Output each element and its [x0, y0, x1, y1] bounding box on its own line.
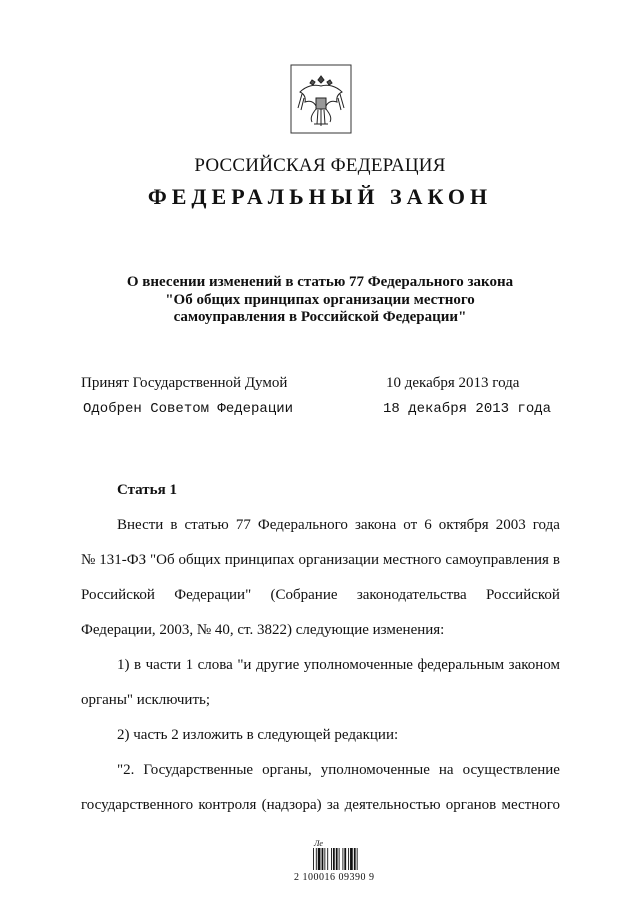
- barcode-bar: [324, 848, 325, 870]
- barcode-bar: [350, 848, 353, 870]
- article-text-line: Федерации, 2003, № 40, ст. 3822) следующие изменения:: [81, 622, 445, 638]
- barcode-bar: [357, 848, 358, 870]
- council-approval-label: Одобрен Советом Федерации: [83, 401, 294, 417]
- barcode-bar: [354, 848, 356, 870]
- barcode-bar: [342, 848, 343, 870]
- barcode-bar: [348, 848, 349, 870]
- article-text-line: 1) в части 1 слова "и другие уполномоченные федеральным законом: [117, 657, 560, 673]
- council-approval-date: 18 декабря 2013 года: [383, 401, 552, 417]
- law-title: [0, 274, 640, 327]
- country-name: РОССИЙСКАЯ ФЕДЕРАЦИЯ: [194, 155, 446, 176]
- article-text-line: 2) часть 2 изложить в следующей редакции:: [117, 727, 399, 743]
- barcode-bar: [327, 848, 328, 870]
- duma-adoption-label: Принят Государственной Думой: [81, 375, 288, 391]
- law-title-line: "Об общих принципах организации местного: [165, 291, 475, 308]
- article-text-line: Внести в статью 77 Федерального закона от 6 октября 2003 года: [117, 517, 560, 533]
- law-title-line: самоуправления в Российской Федерации": [173, 309, 467, 325]
- barcode-bar: [331, 848, 332, 870]
- article-text-line: государственного контроля (надзора) за деятельностью органов местного: [81, 797, 560, 813]
- article-text-line: "2. Государственные органы, уполномоченные на осуществление: [117, 762, 560, 778]
- duma-adoption-date: 10 декабря 2013 года: [386, 375, 520, 391]
- barcode-bar: [336, 848, 338, 870]
- coat-of-arms-emblem: [290, 64, 352, 134]
- barcode-bar: [313, 848, 314, 870]
- barcode-bar: [344, 848, 346, 870]
- article-text-line: № 131-ФЗ "Об общих принципах организации местного самоуправления в: [81, 552, 560, 568]
- barcode-bar: [339, 848, 340, 870]
- barcode-number: 2 100016 09390 9: [294, 872, 375, 883]
- barcode-bar: [316, 848, 317, 870]
- article-text-line: органы" исключить;: [81, 692, 211, 708]
- law-title-line: О внесении изменений в статью 77 Федерального закона: [126, 274, 514, 290]
- barcode-bar: [322, 848, 324, 870]
- barcode: [313, 848, 371, 870]
- document-type: ФЕДЕРАЛЬНЫЙ ЗАКОН: [147, 184, 493, 209]
- article-text-line: Российской Федерации" (Собрание законодательства Российской: [81, 587, 560, 603]
- barcode-bar: [333, 848, 335, 870]
- initials-mark: Ле: [314, 839, 323, 848]
- article-heading: Статья 1: [117, 482, 177, 498]
- barcode-bar: [318, 848, 321, 870]
